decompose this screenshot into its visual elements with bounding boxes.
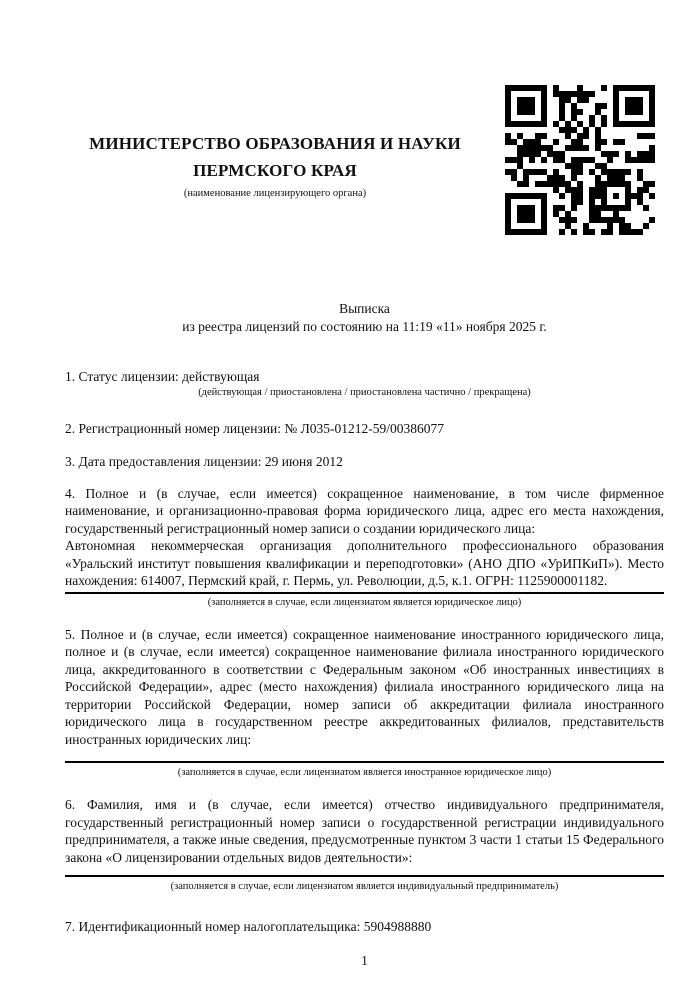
item-license-status xyxy=(65,368,664,399)
license-status-text: 1. Статус лицензии: действующая xyxy=(65,369,260,384)
individual-entrepreneur-rule-caption: (заполняется в случае, если лицензиатом является индивидуальный предприниматель) xyxy=(170,881,559,892)
document-title-line1: Выписка xyxy=(339,301,390,316)
item-legal-entity xyxy=(65,485,664,609)
ministry-caption: (наименование лицензирующего органа) xyxy=(183,188,367,199)
individual-entrepreneur-question: 6. Фамилия, имя и (в случае, если имеется) отчество индивидуального предпринимателя, государственный регистрационный номер записи о государственной регистрации индивидуального предпринимателя, а также иные сведения, предусмотренные пунктом 3 части 1 статьи 15 Федерального закона «О лицензировании отдельных видов деятельности»: xyxy=(65,797,664,865)
foreign-legal-entity-rule-caption: (заполняется в случае, если лицензиатом является иностранное юридическое лицо) xyxy=(177,767,552,778)
item-foreign-legal-entity xyxy=(65,626,664,780)
ministry-name-line1: МИНИСТЕРСТВО ОБРАЗОВАНИЯ И НАУКИ xyxy=(89,134,461,153)
individual-entrepreneur-rule xyxy=(65,875,664,877)
license-grant-date-text: 3. Дата предоставления лицензии: 29 июня 2012 xyxy=(65,454,343,469)
licensing-authority-header xyxy=(65,130,485,200)
foreign-legal-entity-rule xyxy=(65,761,664,763)
legal-entity-question: 4. Полное и (в случае, если имеется) сокращенное наименование, в том числе фирменное наименование, и организационно-правовая форма юридического лица, адрес его места нахождения, государственный регистрационный номер записи о создании юридического лица: xyxy=(65,485,664,536)
license-status-options-caption: (действующая / приостановлена / приостановлена частично / прекращена) xyxy=(198,386,531,398)
document-content xyxy=(65,0,664,969)
taxpayer-id-text: 7. Идентификационный номер налогоплательщика: 5904988880 xyxy=(65,919,432,934)
legal-entity-rule-caption: (заполняется в случае, если лицензиатом является юридическое лицо) xyxy=(207,596,522,608)
item-registration-number xyxy=(65,420,664,438)
item-individual-entrepreneur xyxy=(65,796,664,893)
legal-entity-value: Автономная некоммерческая организация дополнительного профессионального образования «Уральский институт повышения квалификации и переподготовки» (АНО ДПО «УрИПКиП»). Место нахождения: 614007, Пермский край, г. Пермь, ул. Революции, д.5, к.1. ОГРН: 1125900001182. xyxy=(65,538,664,588)
document-title xyxy=(65,300,664,335)
foreign-legal-entity-question: 5. Полное и (в случае, если имеется) сокращенное наименование иностранного юридического лица, полное и (в случае, если имеется) сокращенное наименование филиала иностранного юридического лица, аккредитованного в соответствии с Федеральным законом «Об иностранных инвестициях в Российской Федерации», адрес (место нахождения) филиала иностранного юридического лица на территории Российской Федерации, номер записи об аккредитации филиала иностранного юридического лица в государственном реестре аккредитованных филиалов, представительств иностранных юридических лиц: xyxy=(65,626,664,747)
registration-number-text: 2. Регистрационный номер лицензии: № Л035-01212-59/00386077 xyxy=(65,420,445,436)
legal-entity-rule xyxy=(65,592,664,594)
page-number: 1 xyxy=(361,952,368,968)
item-taxpayer-id xyxy=(65,918,664,936)
document-title-line2: из реестра лицензий по состоянию на 11:19 «11» ноября 2025 г. xyxy=(182,318,547,334)
ministry-name-line2: ПЕРМСКОГО КРАЯ xyxy=(193,161,357,180)
item-license-grant-date xyxy=(65,453,664,471)
